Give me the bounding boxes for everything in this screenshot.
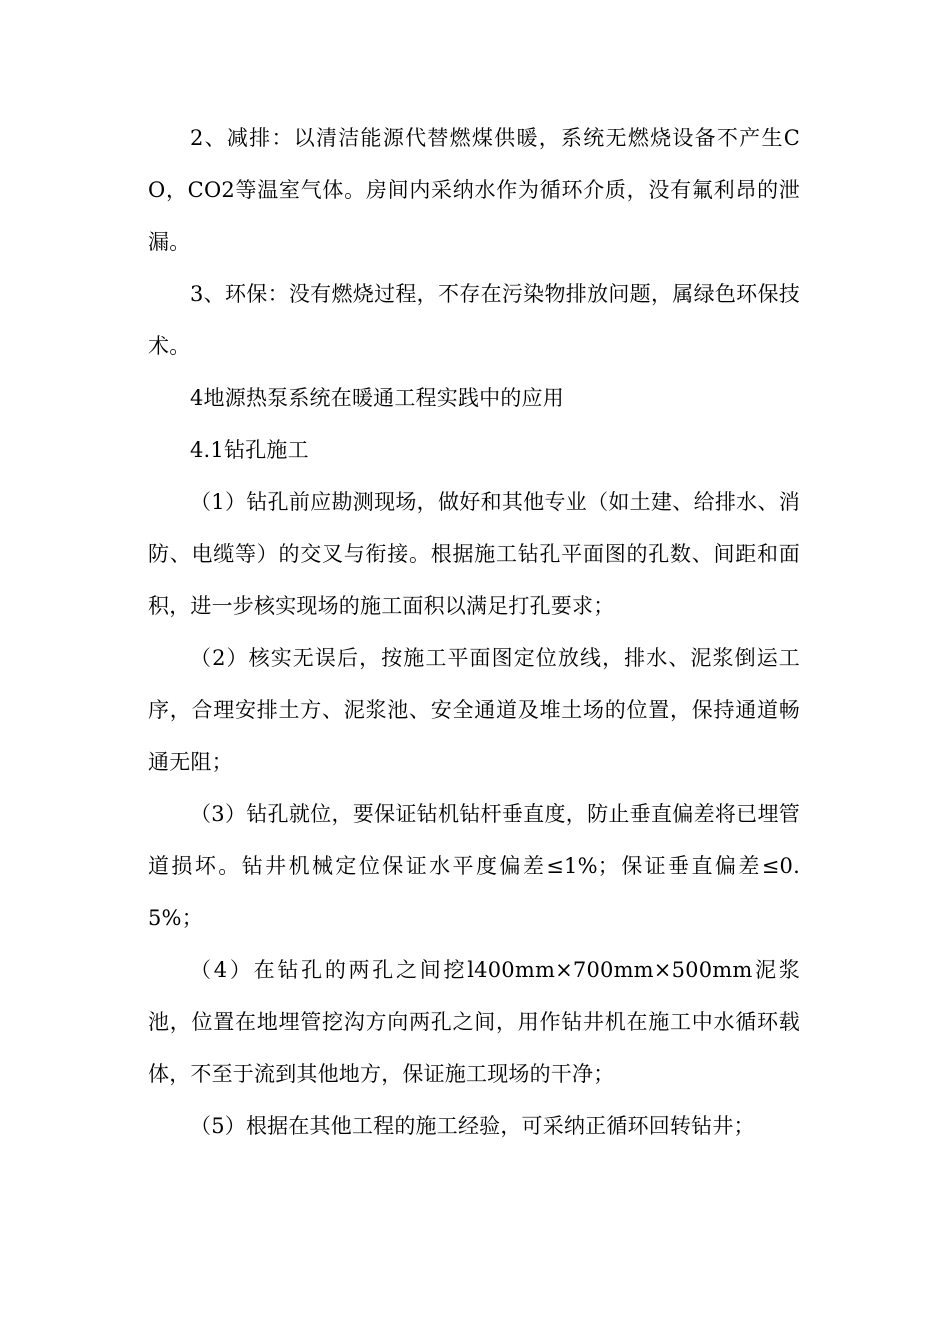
document-body bbox=[148, 112, 800, 1152]
paragraph-environmental-protection: 3、环保：没有燃烧过程，不存在污染物排放问题，属绿色环保技术。 bbox=[148, 282, 800, 358]
paragraph-step-1: （1）钻孔前应勘测现场，做好和其他专业（如土建、给排水、消防、电缆等）的交叉与衔接。根据施工钻孔平面图的孔数、间距和面积，进一步核实现场的施工面积以满足打孔要求； bbox=[148, 490, 800, 618]
paragraph-step-3: （3）钻孔就位，要保证钻机钻杆垂直度，防止垂直偏差将已埋管道损坏。钻井机械定位保证水平度偏差≤1%；保证垂直偏差≤0.5%； bbox=[148, 802, 800, 930]
paragraph-emission-reduction: 2、减排：以清洁能源代替燃煤供暖，系统无燃烧设备不产生CO，CO2等温室气体。房间内采纳水作为循环介质，没有氟利昂的泄漏。 bbox=[148, 126, 800, 254]
section-heading-4: 4地源热泵系统在暖通工程实践中的应用 bbox=[190, 386, 564, 410]
paragraph-step-4: （4）在钻孔的两孔之间挖l400mm×700mm×500mm泥浆池，位置在地埋管挖沟方向两孔之间，用作钻井机在施工中水循环载体，不至于流到其他地方，保证施工现场的干净； bbox=[148, 958, 800, 1086]
paragraph-step-2: （2）核实无误后，按施工平面图定位放线，排水、泥浆倒运工序，合理安排土方、泥浆池、安全通道及堆土场的位置，保持通道畅通无阻； bbox=[148, 646, 800, 774]
subsection-heading-4-1: 4.1钻孔施工 bbox=[190, 438, 309, 462]
paragraph-step-5: （5）根据在其他工程的施工经验，可采纳正循环回转钻井； bbox=[190, 1114, 755, 1138]
